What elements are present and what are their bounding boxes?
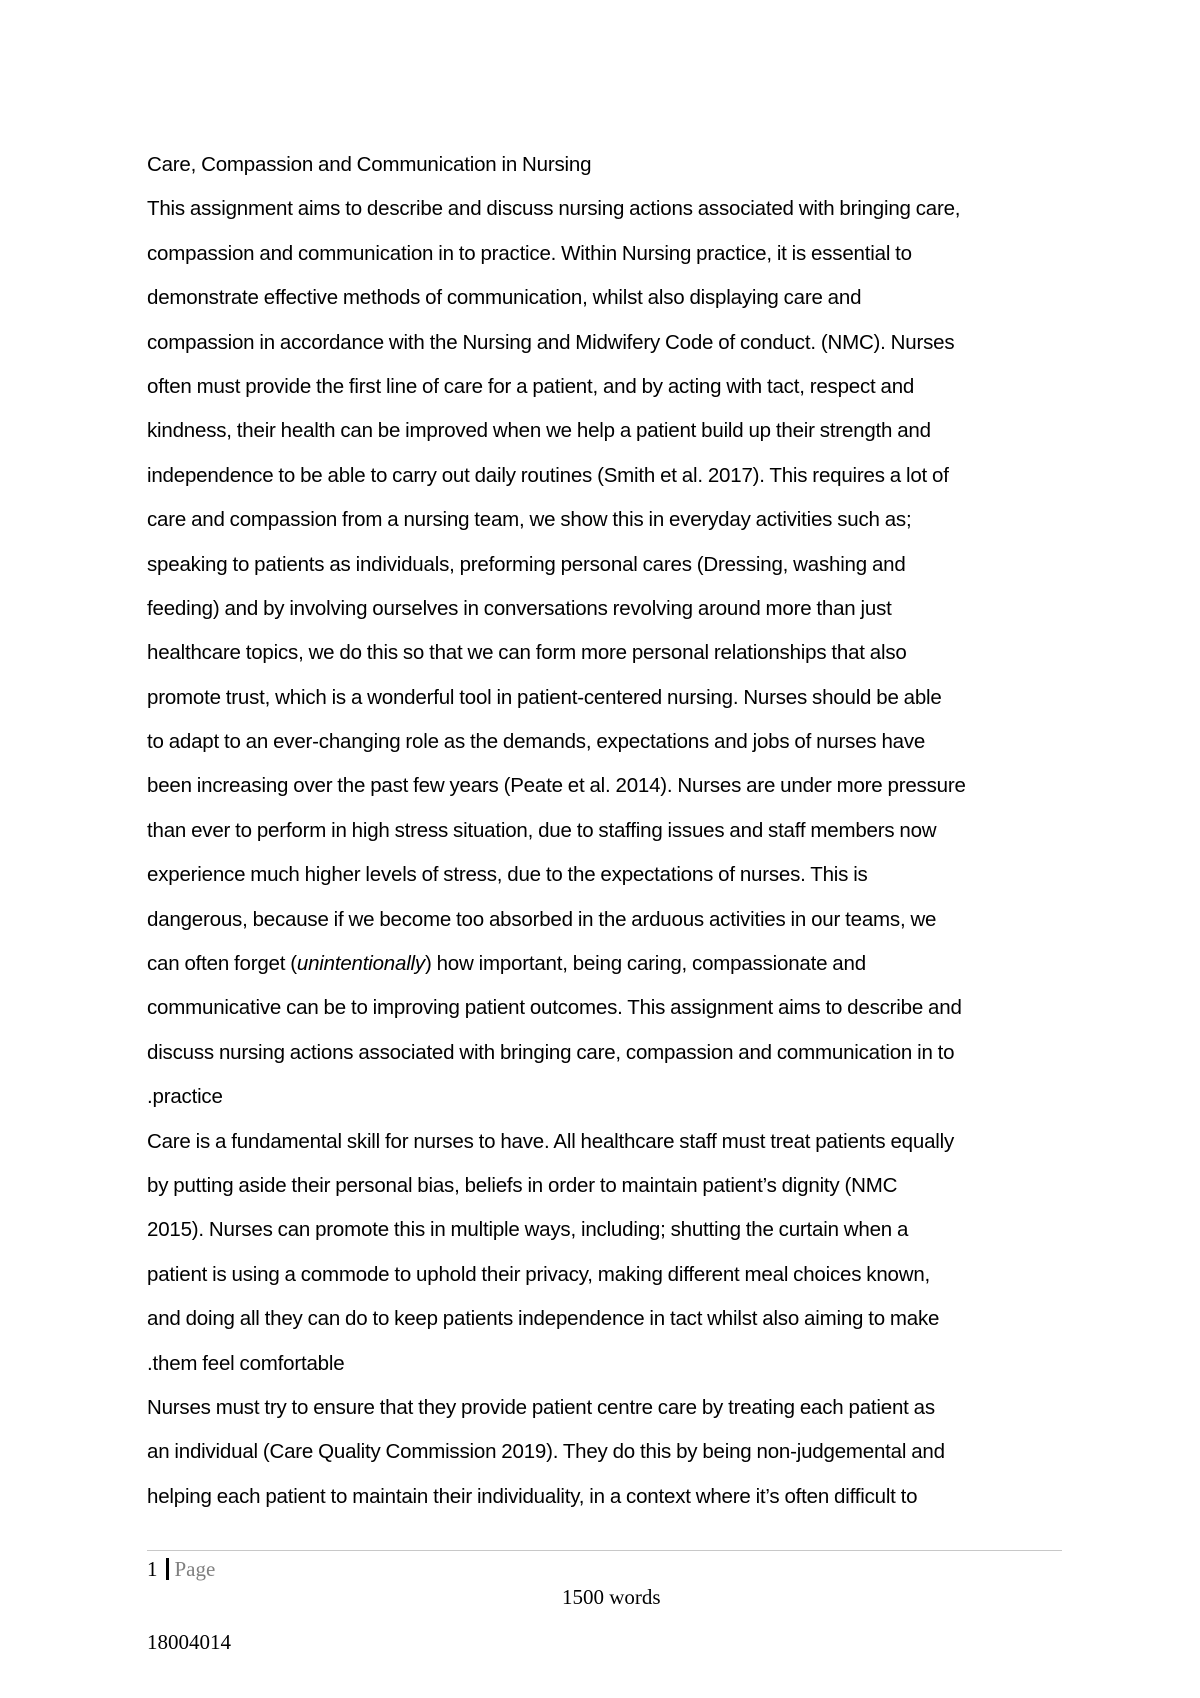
page-number-footer bbox=[147, 1557, 215, 1582]
paragraph-line: feeding) and by involving ourselves in conversations revolving around more than just bbox=[147, 596, 892, 620]
footer-divider bbox=[147, 1550, 1062, 1551]
paragraph-line: .practice bbox=[147, 1085, 223, 1109]
paragraph-line: healthcare topics, we do this so that we can form more personal relationships that also bbox=[147, 641, 907, 665]
page-label: Page bbox=[174, 1557, 216, 1581]
paragraph-line: an individual (Care Quality Commission 2019). They do this by being non-judgemental and bbox=[147, 1440, 945, 1464]
paragraph-line: Care is a fundamental skill for nurses to have. All healthcare staff must treat patients equally bbox=[147, 1129, 955, 1153]
paragraph-line: dangerous, because if we become too absorbed in the arduous activities in our teams, we bbox=[147, 907, 937, 931]
paragraph-line: kindness, their health can be improved when we help a patient build up their strength and bbox=[147, 419, 931, 443]
paragraph-line: been increasing over the past few years (Peate et al. 2014). Nurses are under more pressure bbox=[147, 774, 966, 798]
paragraph-line: Nurses must try to ensure that they provide patient centre care by treating each patient as bbox=[147, 1395, 935, 1419]
page-number: 1 bbox=[147, 1557, 158, 1581]
paragraph-line: by putting aside their personal bias, beliefs in order to maintain patient’s dignity (NMC bbox=[147, 1173, 898, 1197]
italic-line-before: can often forget ( bbox=[147, 952, 297, 976]
paragraph-line: This assignment aims to describe and discuss nursing actions associated with bringing care, bbox=[147, 197, 961, 221]
paragraph-line: 2015). Nurses can promote this in multiple ways, including; shutting the curtain when a bbox=[147, 1218, 909, 1242]
paragraph-line: independence to be able to carry out daily routines (Smith et al. 2017). This requires a lot of bbox=[147, 463, 949, 487]
paragraph-line: patient is using a commode to uphold their privacy, making different meal choices known, bbox=[147, 1262, 931, 1286]
paragraph-line: communicative can be to improving patient outcomes. This assignment aims to describe and bbox=[147, 996, 962, 1020]
paragraph-line: often must provide the first line of care for a patient, and by acting with tact, respect and bbox=[147, 374, 915, 398]
italic-line-after: ) how important, being caring, compassionate and bbox=[424, 952, 866, 976]
paragraph-line: compassion and communication in to practice. Within Nursing practice, it is essential to bbox=[147, 241, 912, 265]
paragraph-line: compassion in accordance with the Nursing and Midwifery Code of conduct. (NMC). Nurses bbox=[147, 330, 955, 354]
page-separator-bar bbox=[166, 1558, 169, 1580]
paragraph-line: care and compassion from a nursing team, we show this in everyday activities such as; bbox=[147, 508, 912, 532]
document-body bbox=[147, 143, 1072, 1519]
word-count: 1500 words bbox=[562, 1585, 661, 1609]
paragraph-line: promote trust, which is a wonderful tool in patient-centered nursing. Nurses should be able bbox=[147, 685, 942, 709]
paragraph-line: and doing all they can do to keep patients independence in tact whilst also aiming to make bbox=[147, 1307, 940, 1331]
paragraph-line: demonstrate effective methods of communication, whilst also displaying care and bbox=[147, 286, 862, 310]
paragraph-line-italic bbox=[147, 942, 1072, 986]
italic-emphasis: unintentionally bbox=[296, 952, 425, 976]
paragraph-line: discuss nursing actions associated with bringing care, compassion and communication in to bbox=[147, 1040, 955, 1064]
paragraph-line: experience much higher levels of stress, due to the expectations of nurses. This is bbox=[147, 863, 868, 887]
student-id: 18004014 bbox=[147, 1630, 231, 1654]
paragraph-line: speaking to patients as individuals, preforming personal cares (Dressing, washing and bbox=[147, 552, 906, 576]
paragraph-line: than ever to perform in high stress situation, due to staffing issues and staff members now bbox=[147, 818, 937, 842]
paragraph-line: helping each patient to maintain their individuality, in a context where it’s often difficult to bbox=[147, 1484, 918, 1508]
document-title: Care, Compassion and Communication in Nursing bbox=[147, 153, 592, 176]
paragraph-line: to adapt to an ever-changing role as the demands, expectations and jobs of nurses have bbox=[147, 730, 926, 754]
paragraph-line: .them feel comfortable bbox=[147, 1351, 345, 1375]
